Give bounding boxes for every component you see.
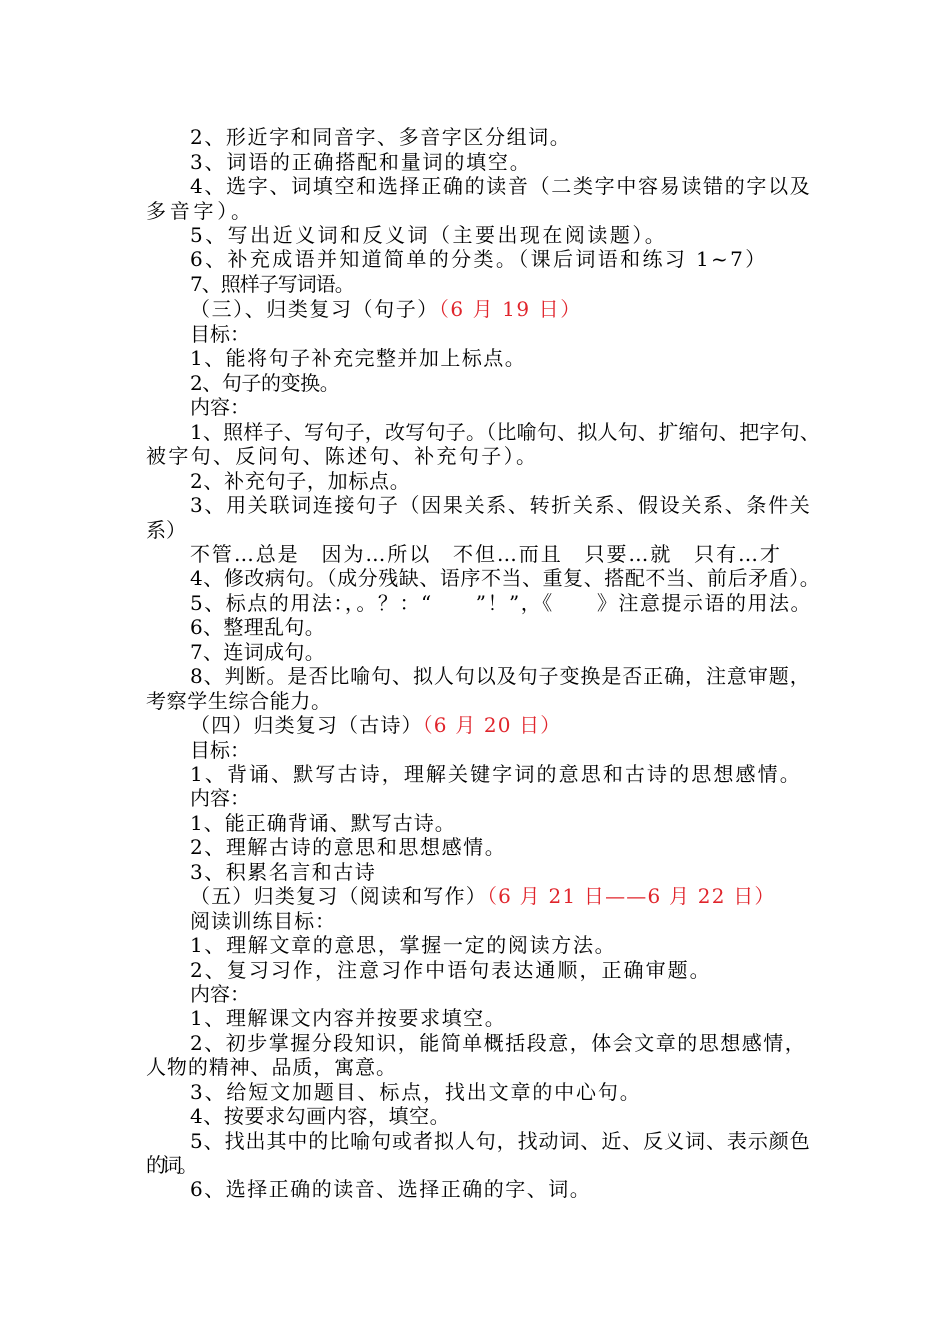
line-text: 6、选择正确的读音、选择正确的字、词。 bbox=[190, 1177, 592, 1201]
text-line bbox=[190, 1129, 811, 1153]
text-line bbox=[190, 1006, 506, 1030]
text-line bbox=[190, 958, 712, 982]
text-line bbox=[190, 150, 532, 174]
line-text: 3、用关联词连接句子（因果关系、转折关系、假设关系、条件关 bbox=[190, 493, 812, 517]
line-text: （三）、归类复习（句子） bbox=[190, 297, 439, 321]
text-line bbox=[190, 1104, 450, 1128]
text-line bbox=[190, 786, 250, 810]
text-line bbox=[190, 125, 571, 149]
text-line bbox=[190, 542, 782, 566]
line-text: 5、找出其中的比喻句或者拟人句，找动词、近、反义词、表示颜色 bbox=[190, 1129, 811, 1153]
text-line bbox=[146, 199, 255, 223]
line-text: 5、标点的用法：，。？：“ ”！”，《 》注意提示语的用法。 bbox=[190, 591, 813, 615]
line-text: 5、写出近义词和反义词（主要出现在阅读题）。 bbox=[190, 223, 668, 247]
text-line bbox=[190, 346, 526, 370]
text-line bbox=[190, 272, 354, 296]
line-text: （五）归类复习（阅读和写作） bbox=[190, 884, 487, 908]
line-text: 人物的精神、品质，寓意。 bbox=[146, 1055, 397, 1079]
line-text: 7、连词成句。 bbox=[190, 640, 326, 664]
text-line bbox=[190, 884, 776, 908]
text-line bbox=[190, 1080, 642, 1104]
text-line bbox=[190, 1031, 806, 1055]
line-text: 目标： bbox=[190, 738, 250, 762]
text-line bbox=[146, 444, 538, 468]
line-text: 3、词语的正确搭配和量词的填空。 bbox=[190, 150, 532, 174]
line-text: 2、形近字和同音字、多音字区分组词。 bbox=[190, 125, 572, 149]
line-text: 内容： bbox=[190, 982, 250, 1006]
text-line bbox=[146, 1153, 194, 1177]
text-line bbox=[190, 664, 811, 688]
line-text: 的词。 bbox=[146, 1153, 194, 1177]
text-line bbox=[190, 811, 456, 835]
line-text: 1、理解课文内容并按要求填空。 bbox=[190, 1006, 507, 1030]
line-text: 内容： bbox=[190, 395, 250, 419]
line-text: 3、给短文加题目、标点，找出文章的中心句。 bbox=[190, 1080, 642, 1104]
date-highlight: （6 月 20 日） bbox=[422, 713, 562, 737]
line-text: （四）归类复习（古诗） bbox=[190, 713, 423, 737]
line-text: 系） bbox=[146, 518, 186, 542]
text-line bbox=[190, 640, 325, 664]
line-text: 不管…总是 因为…所以 不但…而且 只要…就 只有…才 bbox=[190, 542, 782, 566]
text-line bbox=[190, 738, 250, 762]
line-text: 2、句子的变换。 bbox=[190, 371, 340, 395]
line-text: 2、复习习作，注意习作中语句表达通顺，正确审题。 bbox=[190, 958, 712, 982]
line-text: 6、整理乱句。 bbox=[190, 615, 326, 639]
text-line bbox=[190, 297, 582, 321]
text-line bbox=[190, 933, 616, 957]
line-text: 4、按要求勾画内容，填空。 bbox=[190, 1104, 451, 1128]
line-text: 3、积累名言和古诗 bbox=[190, 860, 377, 884]
line-text: 7、照样子写词语。 bbox=[190, 272, 354, 296]
text-line bbox=[190, 566, 820, 590]
text-line bbox=[190, 762, 802, 786]
line-text: 多音字）。 bbox=[146, 199, 255, 223]
line-text: 1、能正确背诵、默写古诗。 bbox=[190, 811, 456, 835]
text-line bbox=[190, 835, 506, 859]
text-line bbox=[190, 860, 376, 884]
line-text: 2、补充句子，加标点。 bbox=[190, 469, 411, 493]
text-line bbox=[146, 1055, 397, 1079]
line-text: 1、照样子、写句子，改写句子。（比喻句、拟人句、扩缩句、把字句、 bbox=[190, 420, 821, 444]
text-line bbox=[190, 371, 339, 395]
line-text: 8、判断。是否比喻句、拟人句以及句子变换是否正确，注意审题， bbox=[190, 664, 811, 688]
line-text: 2、理解古诗的意思和思想感情。 bbox=[190, 835, 507, 859]
text-line bbox=[190, 223, 667, 247]
text-line bbox=[190, 1177, 591, 1201]
text-line bbox=[190, 493, 811, 517]
line-text: 考察学生综合能力。 bbox=[146, 689, 332, 713]
text-line bbox=[146, 689, 332, 713]
text-line bbox=[190, 469, 410, 493]
line-text: 1、背诵、默写古诗，理解关键字词的意思和古诗的思想感情。 bbox=[190, 762, 802, 786]
line-text: 1、理解文章的意思，掌握一定的阅读方法。 bbox=[190, 933, 617, 957]
line-text: 6、补充成语并知道简单的分类。（课后词语和练习 1~7） bbox=[190, 247, 768, 271]
line-text: 2、初步掌握分段知识，能简单概括段意，体会文章的思想感情， bbox=[190, 1031, 807, 1055]
text-line bbox=[190, 420, 820, 444]
text-line bbox=[190, 247, 768, 271]
text-line bbox=[190, 982, 250, 1006]
date-highlight: （6 月 21 日——6 月 22 日） bbox=[486, 884, 776, 908]
line-text: 被字句、反问句、陈述句、补充句子）。 bbox=[146, 444, 539, 468]
text-line bbox=[146, 518, 186, 542]
line-text: 内容： bbox=[190, 786, 250, 810]
text-line bbox=[190, 615, 325, 639]
line-text: 4、修改病句。（成分残缺、语序不当、重复、搭配不当、前后矛盾）。 bbox=[190, 566, 821, 590]
line-text: 4、选字、词填空和选择正确的读音（二类字中容易读错的字以及 bbox=[190, 174, 812, 198]
text-line bbox=[190, 322, 250, 346]
text-line bbox=[190, 591, 812, 615]
text-line bbox=[190, 395, 250, 419]
text-line bbox=[190, 174, 811, 198]
text-line bbox=[190, 909, 336, 933]
line-text: 阅读训练目标： bbox=[190, 909, 336, 933]
line-text: 目标： bbox=[190, 322, 250, 346]
text-line bbox=[190, 713, 561, 737]
line-text: 1、能将句子补充完整并加上标点。 bbox=[190, 346, 527, 370]
date-highlight: （6 月 19 日） bbox=[438, 297, 582, 321]
